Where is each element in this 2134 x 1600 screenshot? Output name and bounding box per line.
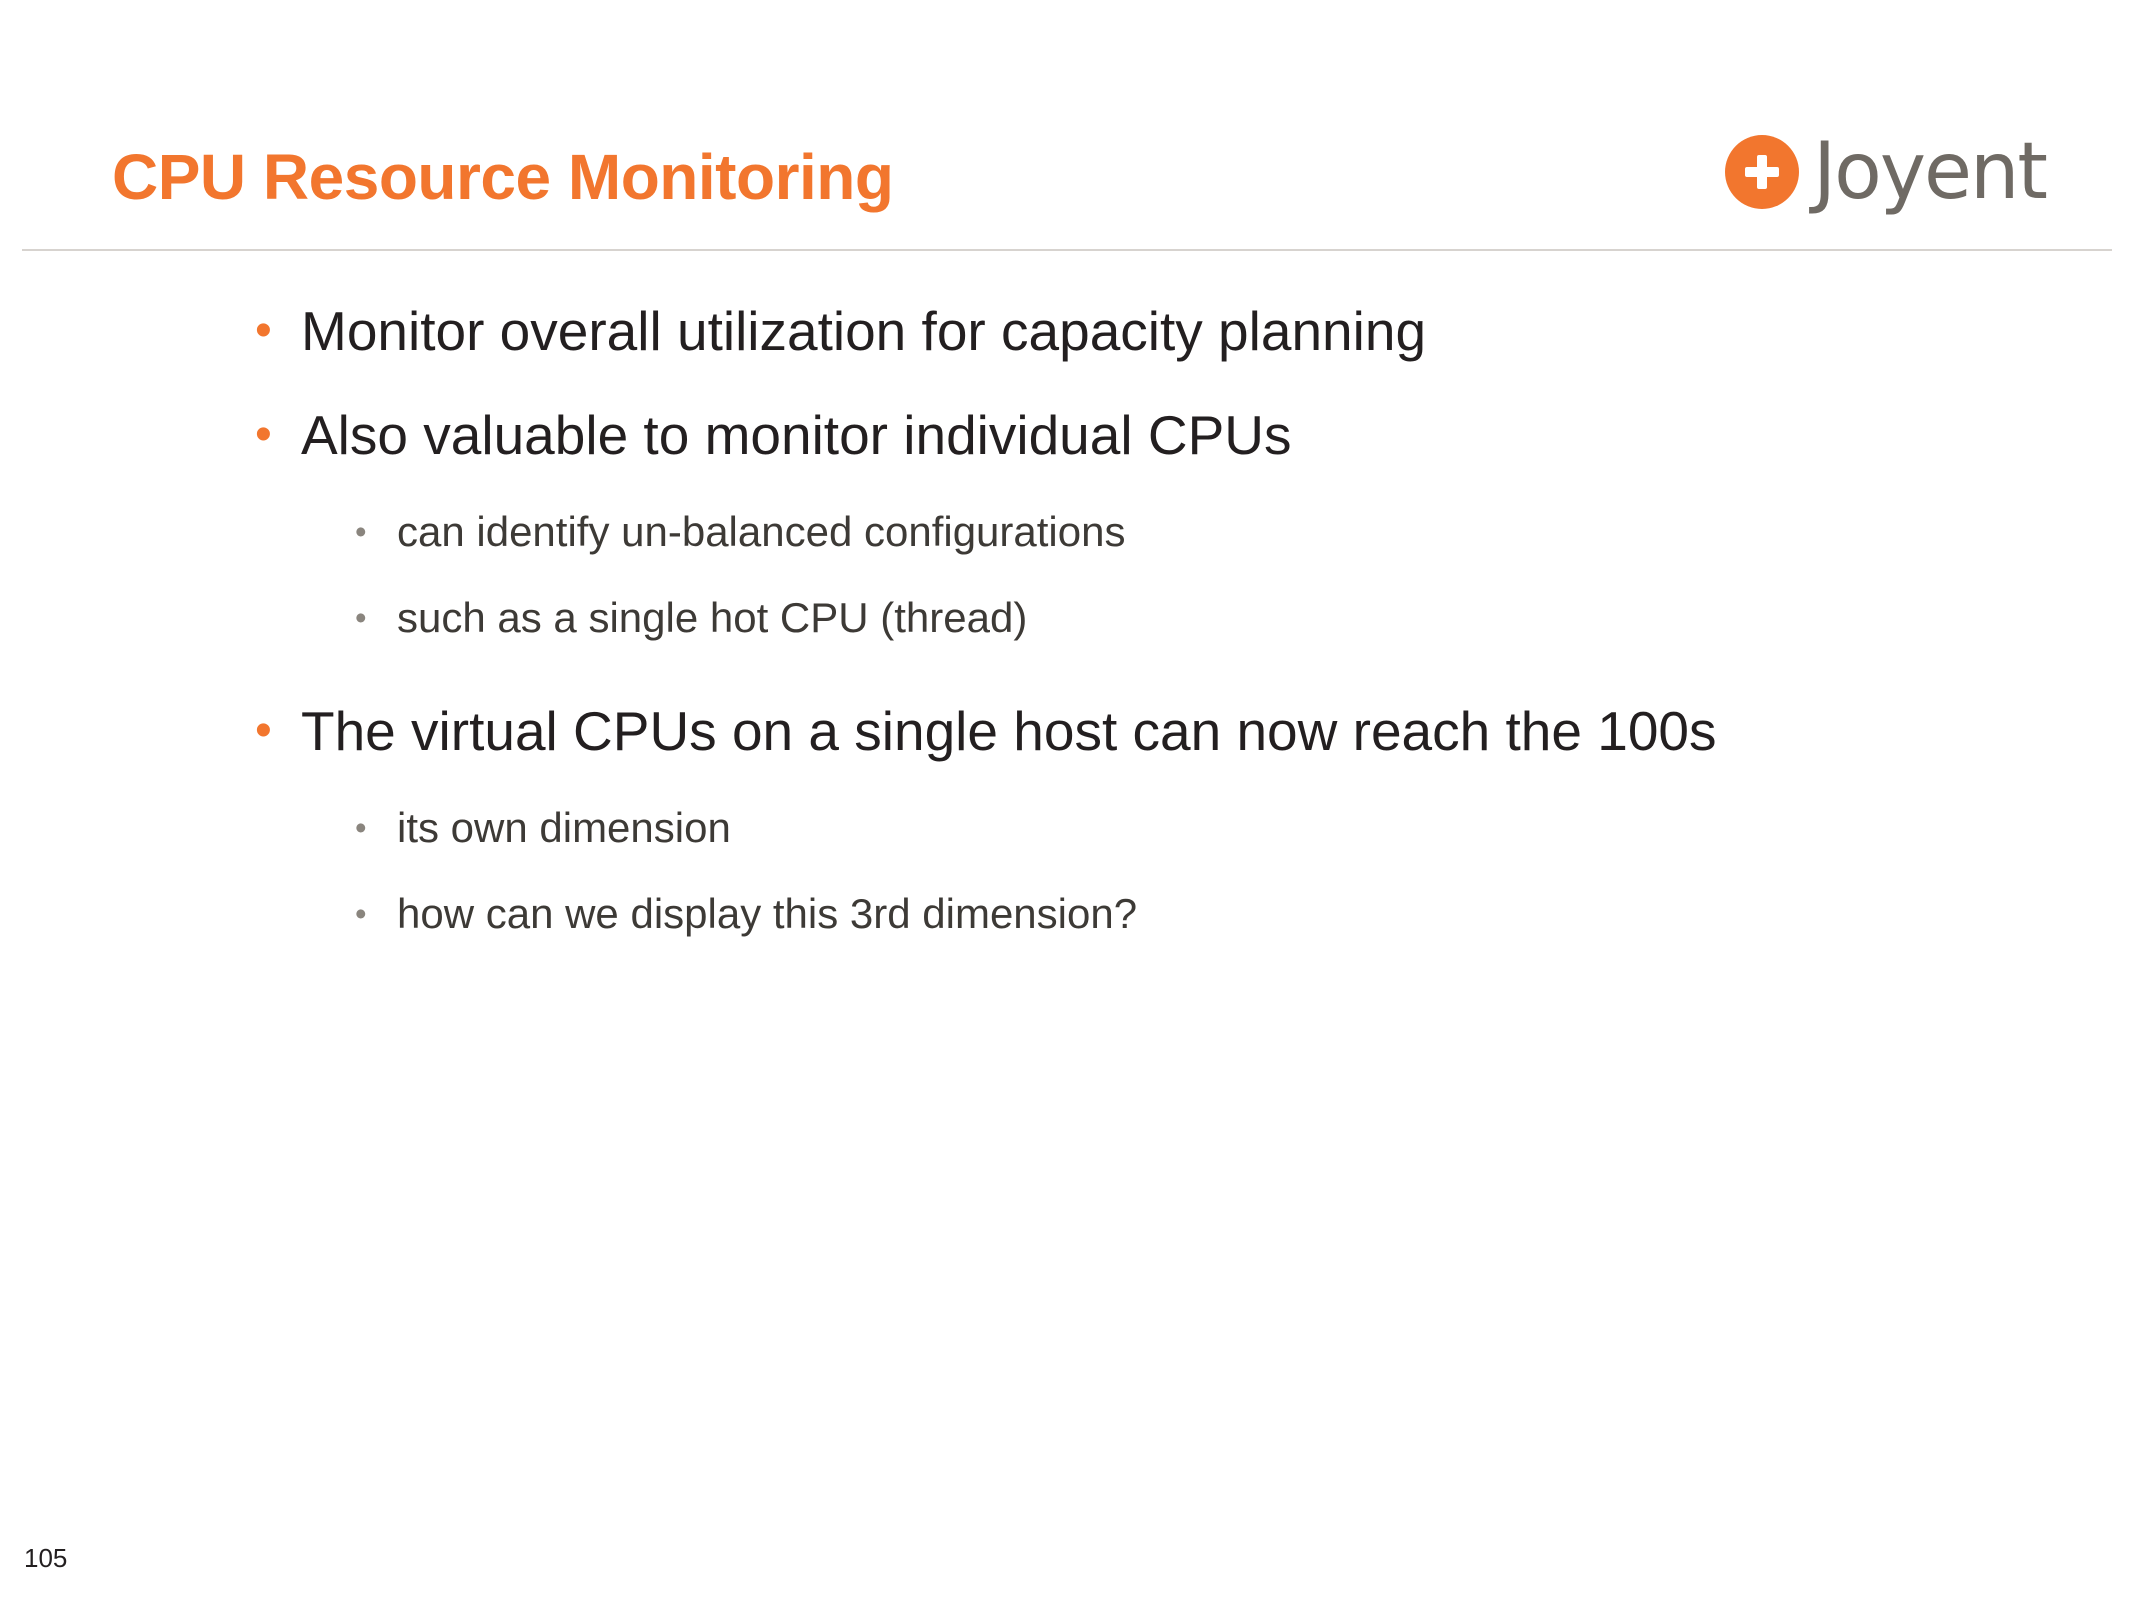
list-item [355,804,2134,852]
list-item-label: such as a single hot CPU (thread) [397,594,1028,641]
bullet-icon: • [255,408,272,461]
slide-header [0,0,2134,252]
list-item [355,508,2134,556]
spacer [0,680,2134,700]
list-item [255,404,2134,466]
bullet-icon: • [255,704,272,757]
list-item-label: Also valuable to monitor individual CPUs [301,404,1292,466]
list-item-label: The virtual CPUs on a single host can now reach the 100s [301,700,1717,762]
list-item-label: its own dimension [397,804,731,851]
bullet-icon: • [355,599,367,636]
page-title: CPU Resource Monitoring [112,141,894,213]
bullet-icon: • [355,809,367,846]
list-item-label: Monitor overall utilization for capacity planning [301,300,1427,362]
list-item [355,890,2134,938]
list-item [255,700,2134,762]
joyent-logo [1725,127,2046,217]
list-item-label: can identify un-balanced configurations [397,508,1126,555]
list-item-label: how can we display this 3rd dimension? [397,890,1138,937]
bullet-icon: • [355,895,367,932]
list-item [355,594,2134,642]
page-number: 105 [24,1543,68,1573]
list-item [255,300,2134,362]
joyent-wordmark: Joyent [1813,127,2046,217]
joyent-cross-icon [1725,135,1799,209]
header-divider [22,249,2112,251]
bullet-icon: • [255,304,272,357]
slide-body [0,300,2134,976]
bullet-icon: • [355,513,367,550]
